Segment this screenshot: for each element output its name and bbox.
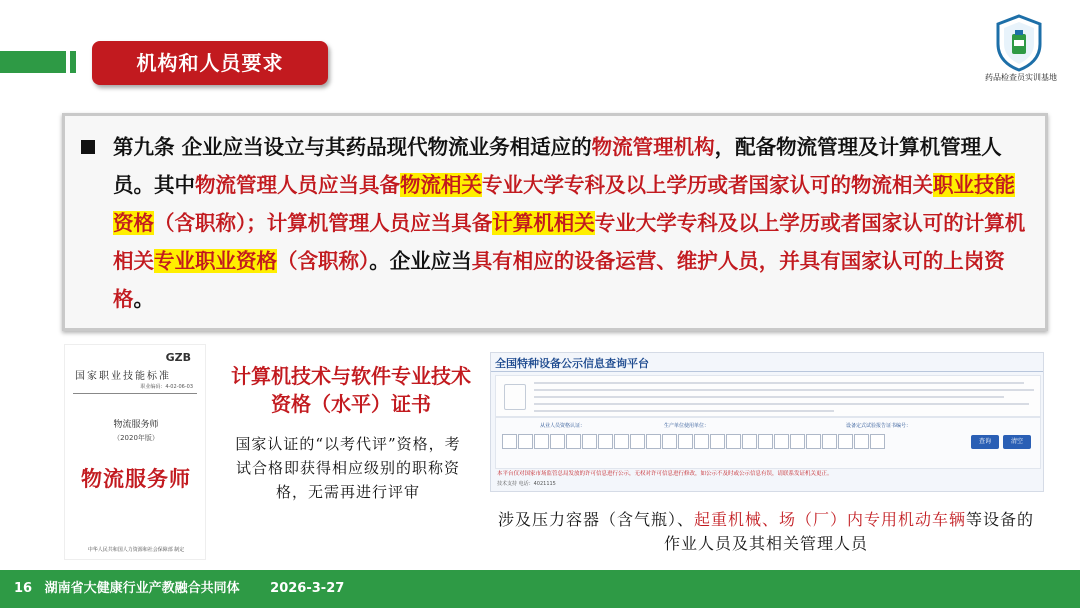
cover-number: 职业编码：4-02-06-03 — [140, 384, 193, 390]
clear-button[interactable]: 清空 — [1003, 435, 1031, 449]
screenshot-caption — [496, 508, 1036, 556]
label-unit: 生产单位使用单位： — [664, 423, 710, 429]
cover-job: 物流服务师 — [113, 420, 159, 430]
link-line — [534, 389, 1034, 391]
caption-seg: 涉及压力容器（含气瓶）、 — [497, 510, 694, 529]
platform-search-form — [495, 417, 1041, 469]
query-button[interactable]: 查询 — [971, 435, 999, 449]
cover-code: GZB — [165, 351, 191, 364]
article-text — [113, 128, 1033, 318]
footer-org: 湖南省大健康行业产教融合共同体 — [44, 581, 240, 596]
platform-title: 全国特种设备公示信息查询平台 — [495, 357, 649, 370]
article-seg-red: 物流管理人员应当具备 — [195, 173, 400, 197]
certificate-title: 计算机技术与软件专业技术资格（水平）证书 — [231, 364, 471, 416]
cover-publisher: 中华人民共和国人力资源和社会保障部 制定 — [87, 547, 185, 553]
article-box — [62, 113, 1048, 331]
accent-bar — [0, 51, 66, 73]
logo-caption: 药品检查员实训基地 — [985, 73, 1057, 82]
document-icon — [504, 384, 526, 410]
accent-bar-thin — [70, 51, 76, 73]
article-seg-highlight: 计算机相关 — [492, 211, 595, 235]
platform-screenshot — [490, 352, 1044, 492]
platform-divider — [491, 371, 1043, 372]
article-seg-highlight: 职业技能资格 — [113, 173, 1015, 235]
article-seg-red: （含职称） — [277, 249, 370, 273]
certificate-number-input[interactable] — [502, 434, 885, 449]
slide-title: 机构和人员要求 — [92, 41, 328, 85]
footer-bar — [0, 570, 1080, 608]
label-person: 从业人员资格认证： — [540, 423, 586, 429]
article-seg-red: （含职称）；计算机管理人员应当具备 — [154, 211, 493, 235]
cover-edition: （2020年版） — [113, 434, 159, 442]
article-seg: 第九条 企业应当设立与其药品现代物流业务相适应的 — [113, 135, 592, 159]
article-seg-red: 物流管理机构 — [591, 135, 715, 159]
article-seg-red: 专业大学专科及以上学历或者国家认可的计算机相关 — [113, 211, 1026, 273]
platform-link-list — [495, 375, 1041, 417]
shield-logo-icon — [994, 14, 1044, 72]
article-seg: 。企业应当 — [369, 249, 472, 273]
article-seg: 。 — [133, 287, 154, 311]
cover-standard: 国家职业技能标准 — [75, 371, 171, 382]
article-seg: ，配备物流管理及计算机管理人员。其中 — [113, 135, 1002, 197]
certificate-description: 国家认证的“以考代评”资格，考试合格即获得相应级别的职称资格，无需再进行评审 — [235, 435, 461, 501]
link-line — [534, 403, 1029, 405]
footer-date: 2026-3-27 — [270, 581, 345, 596]
cover-big-title: 物流服务师 — [81, 467, 191, 491]
label-equipment: 设备定式试验报告证书编号： — [846, 423, 912, 429]
article-seg-highlight: 物流相关 — [400, 173, 482, 197]
article-seg-red: 专业大学专科及以上学历或者国家认可的物流相关 — [482, 173, 933, 197]
platform-footer: 技术支持 电话：4021115 — [497, 481, 556, 487]
bullet-square-icon — [81, 140, 95, 154]
caption-seg-red: 起重机械、场（厂）内专用机动车辆 — [693, 510, 966, 529]
footer-text — [14, 570, 352, 608]
link-line — [534, 382, 1024, 384]
book-cover — [64, 344, 206, 560]
platform-notice: 本平台仅对国家市场监管总局发放的许可信息进行公示，无权对许可信息进行修改，如公示不及时或公示信息有误，请联系发证机关更正。 — [497, 471, 833, 477]
link-line — [534, 396, 1004, 398]
article-seg-red: 具有相应的设备运营、维护人员，并具有国家认可的上岗资格 — [113, 249, 1005, 311]
cover-divider — [73, 393, 197, 394]
page-number: 16 — [14, 581, 33, 596]
article-seg-highlight: 专业职业资格 — [154, 249, 277, 273]
link-line — [534, 410, 834, 412]
caption-seg: 等设备的作业人员及其相关管理人员 — [663, 510, 1035, 553]
